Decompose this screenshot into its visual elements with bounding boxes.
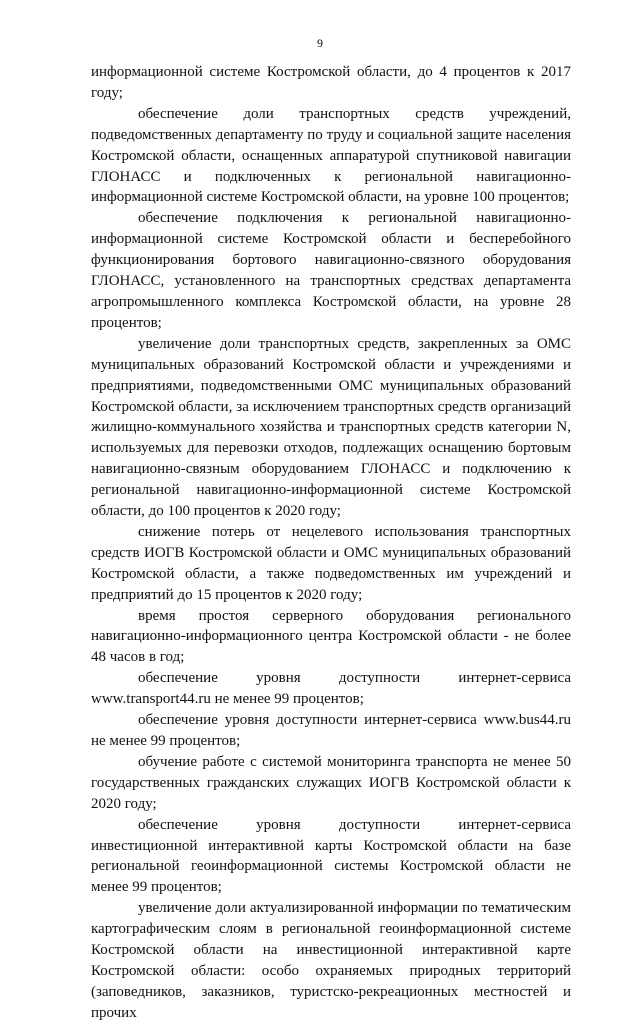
paragraph: снижение потерь от нецелевого использования транспортных средств ИОГВ Костромской области и ОМС муниципальных образований Костромской области, а также подведомственных им учреждений и предприятий до 15 процентов к 2020 году; bbox=[91, 523, 571, 603]
paragraph: обеспечение доли транспортных средств учреждений, подведомственных департаменту по труду и социальной защите населения Костромской области, оснащенных аппаратурой спутниковой навигации ГЛОНАСС и подключенных к региональной навигационно-информационной системе Костромской области, на уровне 100 процентов; bbox=[91, 105, 571, 206]
paragraph: обеспечение уровня доступности интернет-сервиса www.bus44.ru не менее 99 процентов; bbox=[91, 712, 571, 749]
paragraph: обеспечение уровня доступности интернет-сервиса www.transport44.ru не менее 99 процентов; bbox=[91, 670, 571, 708]
paragraph: увеличение доли транспортных средств, закрепленных за ОМС муниципальных образований Костромской области и учреждениями и предприятиями, подведомственными ОМС муниципальных образований Костромской области, за исключением транспортных средств организаций жилищно-коммунального хозяйства и транспортных средств категории N, используемых для перевозки отходов, подлежащих оснащению бортовым навигационно-связным оборудованием ГЛОНАСС и подключению к региональной навигационно-информационной системе Костромской области, до 100 процентов к 2020 году; bbox=[91, 335, 571, 520]
page-number: 9 bbox=[317, 36, 323, 50]
paragraph: обучение работе с системой мониторинга транспорта не менее 50 государственных гражданских служащих ИОГВ Костромской области к 2020 году; bbox=[91, 753, 571, 812]
paragraph: информационной системе Костромской области, до 4 процентов к 2017 году; bbox=[91, 64, 571, 101]
paragraph: время простоя серверного оборудования регионального навигационно-информационного центра Костромской области - не более 48 часов в год; bbox=[91, 607, 571, 666]
paragraph: увеличение доли актуализированной информации по тематическим картографическим слоям в региональной геоинформационной системе Костромской области на инвестиционной интерактивной карте Костромской области: особо охраняемых природных территорий (заповедников, заказников, туристско-рекреационных местностей и прочих bbox=[91, 900, 571, 1021]
document-body bbox=[91, 62, 571, 1024]
paragraph: обеспечение уровня доступности интернет-сервиса инвестиционной интерактивной карты Костромской области на базе региональной геоинформационной системы Костромской области не менее 99 процентов; bbox=[91, 816, 571, 896]
paragraph: обеспечение подключения к региональной навигационно-информационной системе Костромской области и бесперебойного функционирования бортового навигационно-связного оборудования ГЛОНАСС, установленного на транспортных средствах департамента агропромышленного комплекса Костромской области, на уровне 28 процентов; bbox=[91, 210, 571, 331]
